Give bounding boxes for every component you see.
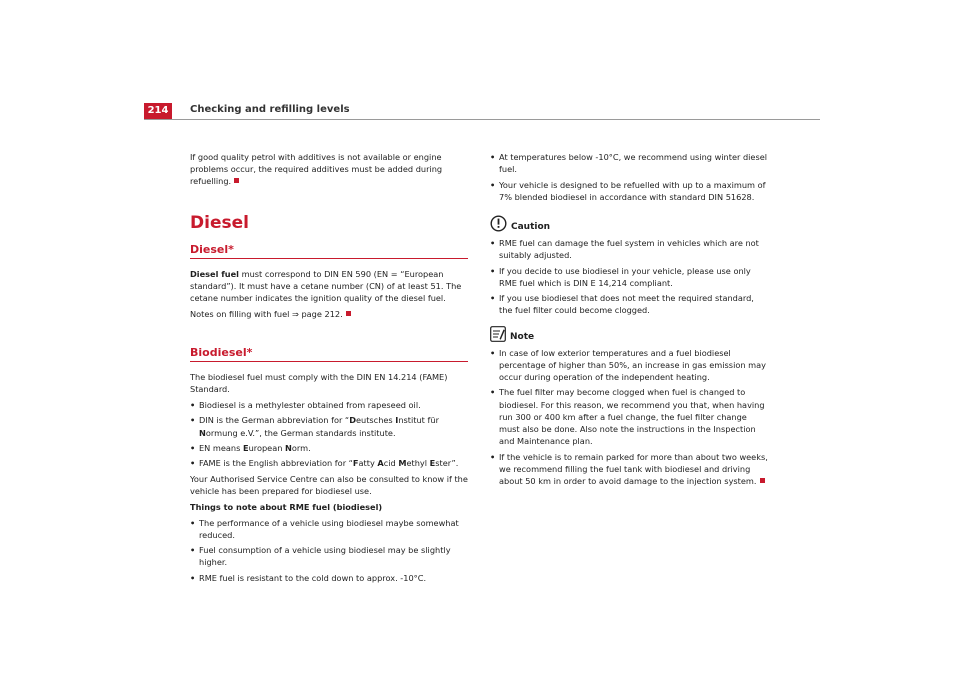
biodiesel-heading: Biodiesel* [190,346,468,362]
note-header [490,326,768,342]
bullet-icon: • [190,545,196,556]
biodiesel-intro: The biodiesel fuel must comply with the DIN EN 14.214 (FAME) Standard. [190,372,448,395]
exclamation-circle-icon [490,215,507,232]
bullet-icon: • [190,415,196,426]
bullet-icon: • [190,400,196,411]
list-item: • At temperatures below -10°C, we recommend using winter diesel fuel. [490,152,768,175]
list-item: • Your vehicle is designed to be refuelled with up to a maximum of 7% blended biodiesel in accordance with standard DIN 51628. [490,179,766,202]
header-divider [144,119,820,120]
caution-header [490,215,768,232]
bullet-icon: • [490,293,496,304]
bullet-icon: • [490,387,496,398]
caution-label: Caution [511,222,551,232]
intro-paragraph: If good quality petrol with additives is not available or engine problems occur, the required additives must be added during refuelling. [190,152,443,187]
section-end-marker [760,478,765,483]
bullet-icon: • [490,238,496,248]
list-item: • If the vehicle is to remain parked for more than about two weeks, we recommend filling the fuel tank with biodiesel and driving about 50 km in order to avoid damage to the injection system. [490,451,768,486]
note-pencil-icon [490,326,506,342]
bullet-icon: • [490,451,496,462]
list-item: • Fuel consumption of a vehicle using biodiesel may be slightly higher. [190,545,451,568]
page-number: 214 [144,103,172,119]
diesel-paragraph: Diesel fuel must correspond to DIN EN 590 (EN = “European standard”). It must have a cetane number (CN) of at least 51. The cetane number indicates the ignition quality of the diesel fuel. [190,268,462,304]
bullet-icon: • [490,179,496,190]
list-item: • The fuel filter may become clogged when fuel is changed to biodiesel. For this reason, we recommend you that, when having run 300 or 400 km after a fuel change, the fuel filter change must also be done. Also note the instructions in the Inspection and Maintenance plan. [490,387,765,447]
list-item: • If you decide to use biodiesel in your vehicle, please use only RME fuel which is DIN E 14,214 compliant. [490,265,751,288]
list-item: • RME fuel is resistant to the cold down to approx. -10°C. [190,572,427,583]
right-column [490,151,768,490]
bullet-icon: • [190,443,196,453]
list-item: • The performance of a vehicle using biodiesel maybe somewhat reduced. [190,517,459,540]
list-item: • In case of low exterior temperatures and a fuel biodiesel percentage of higher than 50%, an increase in gas emission may occur during operation of the independent heating. [490,347,766,382]
list-item-din: • DIN is the German abbreviation for “Deutsches Institut für Normung e.V.”, the German standards institute. [190,415,439,438]
bullet-icon: • [490,152,496,162]
list-item: • RME fuel can damage the fuel system in vehicles which are not suitably adjusted. [490,238,759,261]
bullet-icon: • [490,265,496,276]
list-item-fame: • FAME is the English abbreviation for “Fatty Acid Methyl Ester”. [190,458,459,469]
section-title: Diesel [190,212,249,233]
left-column [190,151,468,587]
list-item: • If you use biodiesel that does not meet the required standard, the fuel filter could become clogged. [490,293,754,316]
list-item-en: • EN means European Norm. [190,443,311,453]
fuel-notes-reference[interactable]: Notes on filling with fuel ⇒ page 212. [190,308,468,320]
bullet-icon: • [190,572,196,583]
service-centre-paragraph: Your Authorised Service Centre can also be consulted to know if the vehicle has been prepared for biodiesel use. [190,473,468,496]
section-end-marker [346,311,351,316]
note-label: Note [510,331,535,342]
section-end-marker [234,178,239,183]
list-item: • Biodiesel is a methylester obtained from rapeseed oil. [190,400,421,411]
things-to-note-heading: Things to note about RME fuel (biodiesel) [190,501,383,512]
bullet-icon: • [490,347,496,358]
page-header-title: Checking and refilling levels [190,104,350,115]
diesel-heading: Diesel* [190,243,468,259]
bullet-icon: • [190,517,196,528]
bullet-icon: • [190,458,196,469]
